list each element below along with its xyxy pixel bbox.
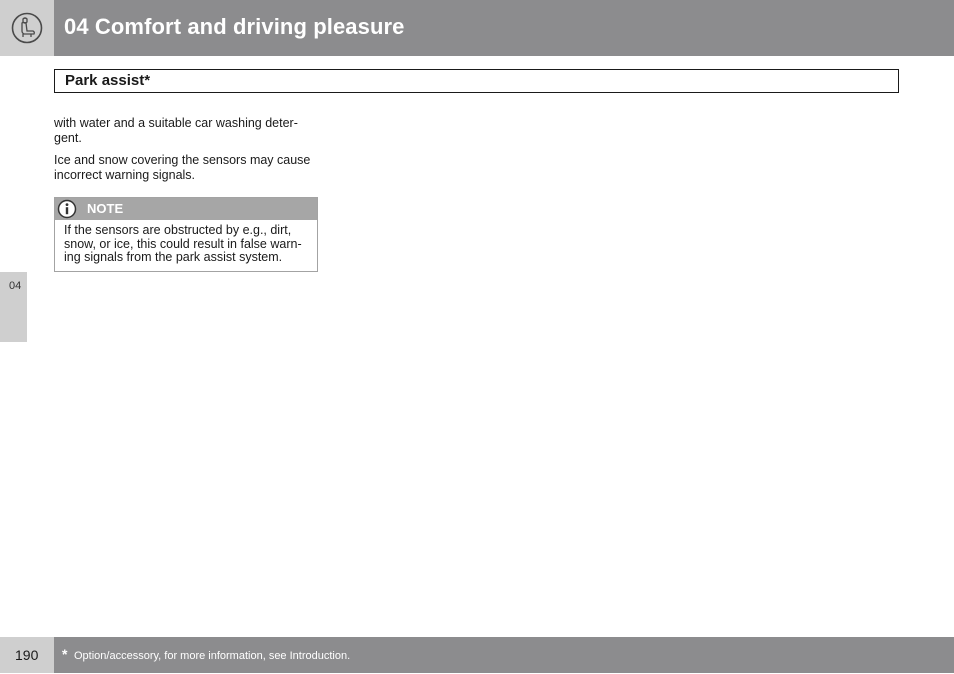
body-paragraph — [54, 153, 324, 183]
chapter-icon-box — [0, 0, 54, 56]
note-label: NOTE — [87, 201, 124, 216]
section-title: Park assist* — [65, 72, 151, 89]
text-line: with water and a suitable car washing deter- — [54, 116, 298, 130]
page-number-box — [0, 637, 54, 673]
chapter-header — [54, 0, 954, 56]
chapter-side-tab — [0, 272, 27, 342]
text-line: ing signals from the park assist system. — [64, 250, 283, 264]
seat-icon — [11, 12, 43, 44]
text-line: gent. — [54, 131, 82, 145]
footer-bar — [54, 637, 954, 673]
footnote-text: Option/accessory, for more information, see Introduction. — [74, 650, 351, 662]
footnote-marker: * — [62, 646, 68, 662]
page-number: 190 — [15, 647, 39, 663]
note-text — [64, 224, 314, 265]
text-line: incorrect warning signals. — [54, 168, 196, 182]
note-header — [55, 198, 317, 220]
text-line: If the sensors are obstructed by e.g., dirt, — [64, 223, 292, 237]
chapter-title: 04 Comfort and driving pleasure — [64, 14, 405, 39]
section-heading-box — [54, 69, 899, 93]
body-paragraph — [54, 116, 324, 146]
text-line: Ice and snow covering the sensors may cause — [54, 153, 311, 167]
text-line: snow, or ice, this could result in false warn- — [64, 236, 302, 251]
side-tab-label: 04 — [9, 280, 22, 292]
info-icon — [57, 199, 77, 219]
note-box — [54, 197, 318, 272]
